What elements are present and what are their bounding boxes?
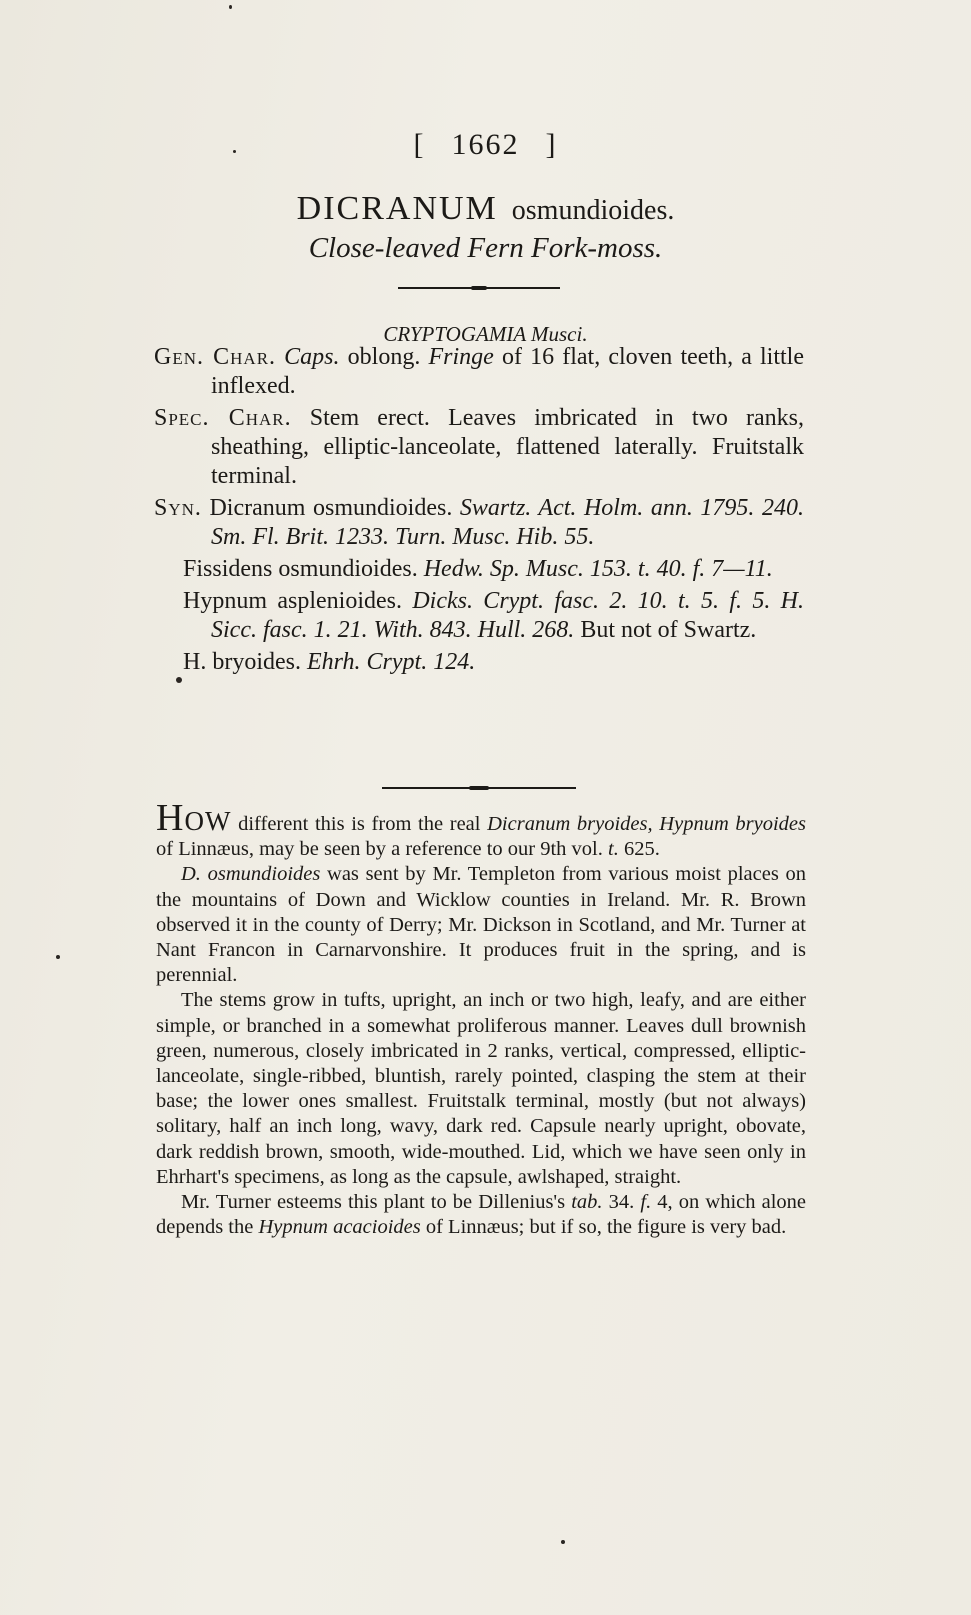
p1-taxa: Dicranum bryoides, Hypnum bryoides <box>487 813 806 835</box>
paper-speck <box>561 1540 565 1544</box>
syn-label: Syn. <box>154 495 202 521</box>
synonym-fissidens <box>154 555 804 584</box>
generic-character <box>154 343 804 401</box>
gen-char-fringe: Fringe <box>428 344 494 370</box>
specific-character <box>154 404 804 491</box>
paper-speck <box>176 677 182 683</box>
syn-4-refs: Ehrh. Crypt. 124. <box>306 649 476 675</box>
p1-tab: t. <box>608 838 619 861</box>
paper-speck <box>233 150 236 153</box>
syn-2-refs: Hedw. Sp. Musc. 153. t. 40. f. 7—11. <box>423 556 773 582</box>
p4-text-c: 34. <box>602 1191 641 1214</box>
p4-taxon: Hypnum acacioides <box>258 1216 421 1239</box>
p2-text: was sent by Mr. Templeton from various moist places on the mountains of Down and Wicklow counties in Ireland. Mr. R. Brown observed it in the county of Derry; Mr. Dickson in Scotland, and Mr. Turner at Nant Francon in Carnarvonshire. It produces fruit in the spring, and is perennial. <box>156 863 806 987</box>
spec-char-text: Stem erect. Leaves imbricated in two ranks, sheathing, elliptic-lanceolate, flattened laterally. Fruitstalk terminal. <box>211 405 804 489</box>
ornamental-rule-top <box>398 287 560 289</box>
p2-species: D. osmundioides <box>181 863 321 886</box>
paragraph-2 <box>156 862 806 988</box>
synonym-hypnum <box>154 587 804 645</box>
paragraph-1 <box>156 797 806 862</box>
synonymy <box>154 494 804 552</box>
page-number <box>0 128 971 162</box>
bracket-close: ] <box>545 128 558 161</box>
paragraph-4 <box>156 1190 806 1240</box>
species-name: osmundioides. <box>511 195 675 226</box>
syn-3-name: Hypnum asplenioides. <box>183 588 413 614</box>
syn-2-name: Fissidens osmundioides. <box>183 556 424 582</box>
spec-char-label: Spec. Char. <box>154 405 292 431</box>
ornamental-rule-bottom <box>382 787 576 789</box>
genus-name: DICRANUM <box>296 190 498 227</box>
p4-fig: f. <box>640 1191 652 1214</box>
syn-1-name: Dicranum osmundioides. <box>201 495 460 521</box>
p1-text-e: 625. <box>618 838 660 861</box>
species-title <box>0 190 971 228</box>
description-body <box>156 797 806 1240</box>
page-number-value: 1662 <box>451 128 520 161</box>
bracket-open: [ <box>413 128 426 161</box>
opening-word: How <box>156 797 232 839</box>
gen-char-caps: Caps. <box>284 344 340 370</box>
syn-3-refs: Dicks. Crypt. fasc. 2. 10. t. 5. f. 5. H. Sicc. fasc. 1. 21. With. 843. Hull. 268. <box>211 588 805 643</box>
paper-speck <box>56 955 60 959</box>
p4-text-g: of Linnæus; but if so, the figure is very bad. <box>420 1216 787 1239</box>
p1-text-a: different this is from the real <box>231 813 488 835</box>
p1-text-c: of Linnæus, may be seen by a reference to our 9th vol. <box>156 838 609 861</box>
common-name: Close-leaved Fern Fork-moss. <box>308 232 663 264</box>
gen-char-text-end: of 16 flat, cloven teeth, a little inflexed. <box>211 344 804 399</box>
syn-3-note: But not of Swartz. <box>574 617 757 643</box>
p4-text-e: 4, on which alone depends the <box>156 1191 806 1239</box>
gen-char-text: oblong. <box>339 344 429 370</box>
p4-tab: tab. <box>571 1191 603 1214</box>
paragraph-3: The stems grow in tufts, upright, an inch or two high, leafy, and are either simple, or branched in a somewhat proliferous manner. Leaves dull brownish green, numerous, closely imbricated in 2 ranks, vertical, compressed, elliptic-lanceolate, single-ribbed, bluntish, rarely pointed, clasping the stem at their base; the lower ones smallest. Fruitstalk terminal, mostly (but not always) solitary, half an inch long, wavy, dark red. Capsule nearly upright, obovate, dark reddish brown, smooth, wide-mouthed. Lid, which we have seen only in Ehrhart's specimens, as long as the capsule, awlshaped, straight. <box>156 989 806 1188</box>
classification-line: CRYPTOGAMIA Musci. <box>383 322 588 346</box>
syn-4-name: H. bryoides. <box>183 649 307 675</box>
syn-1-refs: Swartz. Act. Holm. ann. 1795. 240. Sm. Fl. Brit. 1233. Turn. Musc. Hib. 55. <box>211 495 804 550</box>
paper-speck <box>229 5 232 9</box>
synonym-h-bryoides <box>154 648 804 677</box>
characters-block <box>154 343 804 680</box>
gen-char-label: Gen. Char. <box>154 344 277 370</box>
p4-text-a: Mr. Turner esteems this plant to be Dillenius's <box>181 1191 572 1214</box>
